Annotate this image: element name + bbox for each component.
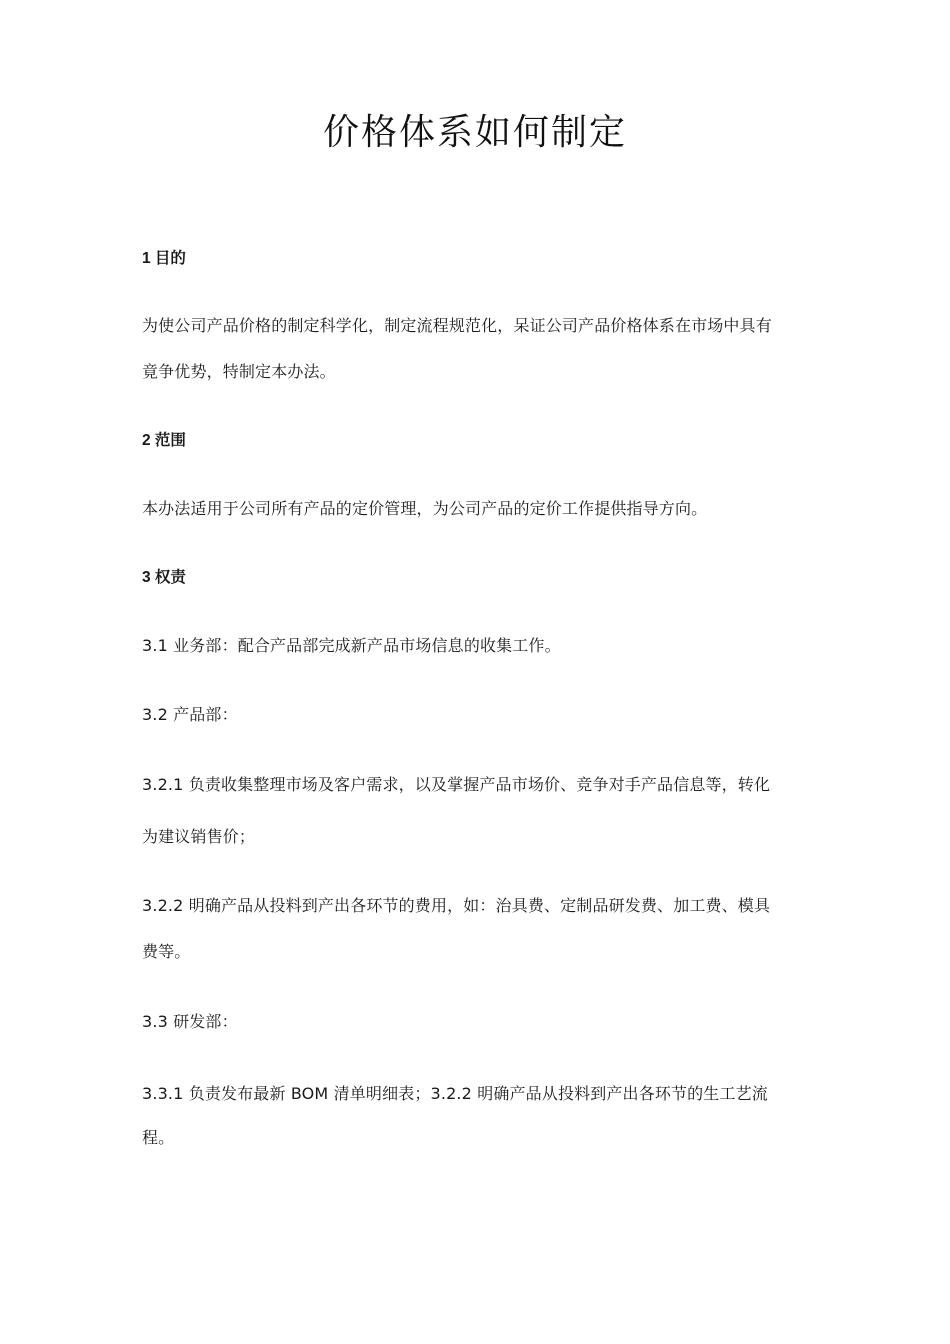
section-2-heading: 2 范围 [142, 432, 186, 449]
item-3-2: 3.2 产品部： [142, 705, 238, 724]
item-3-3-1-line-2: 程。 [142, 1128, 175, 1147]
section-2-paragraph: 本办法适用于公司所有产品的定价管理，为公司产品的定价工作提供指导方向。 [142, 499, 708, 518]
section-1-paragraph-line-1: 为使公司产品价格的制定科学化，制定流程规范化，呆证公司产品价格体系在市场中具有 [142, 316, 772, 335]
item-3-2-1-line-2: 为建议销售价； [142, 827, 256, 846]
section-3-heading: 3 权责 [142, 569, 186, 586]
item-3-2-2-line-1: 3.2.2 明确产品从投料到产出各环节的费用，如：治具费、定制品研发费、加工费、模具 [142, 896, 771, 915]
item-3-3-1-line-1: 3.3.1 负责发布最新 BOM 清单明细表；3.2.2 明确产品从投料到产出各环节的生工艺流 [142, 1084, 768, 1103]
item-3-2-1-line-1: 3.2.1 负责收集整理市场及客户需求，以及掌握产品市场价、竞争对手产品信息等，转化 [142, 775, 771, 794]
document-title: 价格体系如何制定 [322, 112, 627, 153]
item-3-1: 3.1 业务部：配合产品部完成新产品市场信息的收集工作。 [142, 636, 561, 655]
section-1-heading: 1 目的 [142, 250, 186, 267]
item-3-2-2-line-2: 费等。 [142, 942, 191, 961]
section-1-paragraph-line-2: 竟争优势，特制定本办法。 [142, 362, 336, 381]
item-3-3: 3.3 研发部： [142, 1012, 238, 1031]
